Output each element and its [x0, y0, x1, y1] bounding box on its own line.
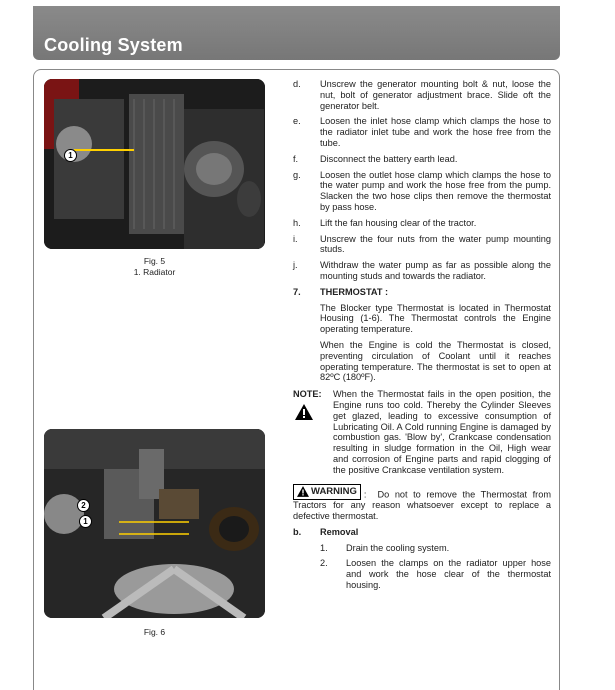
- figure-5-number: Fig. 5: [143, 256, 166, 266]
- step-j: [293, 260, 551, 282]
- step-g: [293, 170, 551, 213]
- warning-text: Do not to remove the Thermostat from Tractors for any reason whatsoever except to replace a defective thermostat.: [293, 489, 551, 521]
- figure-5-caption: [44, 256, 265, 278]
- step-text: Unscrew the four nuts from the water pump mounting studs.: [320, 233, 551, 255]
- figure-6-caption: Fig. 6: [143, 627, 166, 637]
- figure-6-photo: [44, 429, 265, 618]
- step-text: Withdraw the water pump as far as possible along the mounting studs and towards the radiator.: [320, 260, 551, 281]
- removal-step-1: [320, 543, 551, 554]
- note-block: [293, 389, 551, 475]
- callout-1: 1: [64, 149, 77, 162]
- removal-title: Removal: [320, 527, 359, 538]
- step-marker: g.: [293, 169, 301, 180]
- figure-5-photo: [44, 79, 265, 249]
- section-paragraph-1: The Blocker type Thermostat is located in Thermostat Housing (1-6). The Thermostat controls the Engine operating temperature.: [320, 302, 551, 335]
- note-label: NOTE:: [293, 389, 322, 400]
- note-text: When the Thermostat fails in the open position, the Engine runs too cold. Thereby the Cylinder Sleeves get glazed, leading to excessive consumption of Lubricating Oil. A Cold running Engine is damaged by combustion gas. 'Blow by', Crankcase condensation resulting in sludge formation in the Oil, High wear and corrosion of Engine parts and rapid clogging of the positive Crankcase ventilation system.: [333, 389, 551, 475]
- step-text: Unscrew the generator mounting bolt & nut, loose the nut, bolt of generator adjustment brace. Slide oft the generator belt.: [320, 79, 551, 111]
- warning-label: WARNING: [311, 485, 357, 497]
- radiator-photo-illustration: [44, 79, 265, 249]
- page-title: Cooling System: [44, 35, 183, 55]
- section-paragraph-2: When the Engine is cold the Thermostat is closed, preventing circulation of Coolant until it reaches operating temperature. The thermostat is set to open at 82ºC (180ºF).: [320, 339, 551, 383]
- figure-5-label: 1. Radiator: [133, 267, 176, 277]
- page-header: [33, 6, 560, 60]
- removal-heading: [293, 527, 551, 538]
- step-text: Disconnect the battery earth lead.: [320, 153, 458, 164]
- step-d: [293, 79, 551, 111]
- step-f: [293, 154, 551, 165]
- callout-1-fig6: 1: [79, 515, 92, 528]
- warning-block: [293, 484, 551, 522]
- step-marker: i.: [293, 233, 298, 244]
- section-number: 7.: [293, 286, 301, 297]
- removal-step-text: Drain the cooling system.: [346, 543, 450, 554]
- step-text: Lift the fan housing clear of the tractor.: [320, 217, 477, 228]
- removal-step-marker: 2.: [320, 557, 328, 568]
- warning-separator: :: [363, 489, 367, 499]
- step-marker: e.: [293, 116, 301, 127]
- section-heading: [293, 287, 551, 298]
- note-label-column: [293, 389, 333, 475]
- step-i: [293, 234, 551, 256]
- removal-marker: b.: [293, 527, 302, 538]
- right-column: [293, 79, 551, 594]
- callout-2: 2: [77, 499, 90, 512]
- thermostat-photo-illustration: [44, 429, 265, 618]
- removal-step-2: [320, 558, 551, 590]
- warning-badge-icon: [297, 486, 309, 497]
- step-text: Loosen the outlet hose clamp which clamps the hose to the water pump and work the hose free from the pump. Slacken the two hose clips then remove the thermostat by pass hose.: [320, 169, 551, 212]
- step-e: [293, 116, 551, 148]
- step-h: [293, 218, 551, 229]
- warning-triangle-icon: [295, 404, 313, 420]
- step-marker: h.: [293, 217, 301, 228]
- removal-step-text: Loosen the clamps on the radiator upper hose and work the hose clear of the thermostat housing.: [346, 557, 551, 590]
- step-marker: d.: [293, 79, 301, 89]
- section-title: THERMOSTAT :: [320, 286, 389, 297]
- step-marker: f.: [293, 153, 299, 164]
- removal-step-marker: 1.: [320, 543, 328, 554]
- step-marker: j.: [293, 260, 298, 271]
- warning-badge: [293, 484, 361, 500]
- step-text: Loosen the inlet hose clamp which clamps the hose to the radiator inlet tube and work the hose free from the tube.: [320, 116, 551, 148]
